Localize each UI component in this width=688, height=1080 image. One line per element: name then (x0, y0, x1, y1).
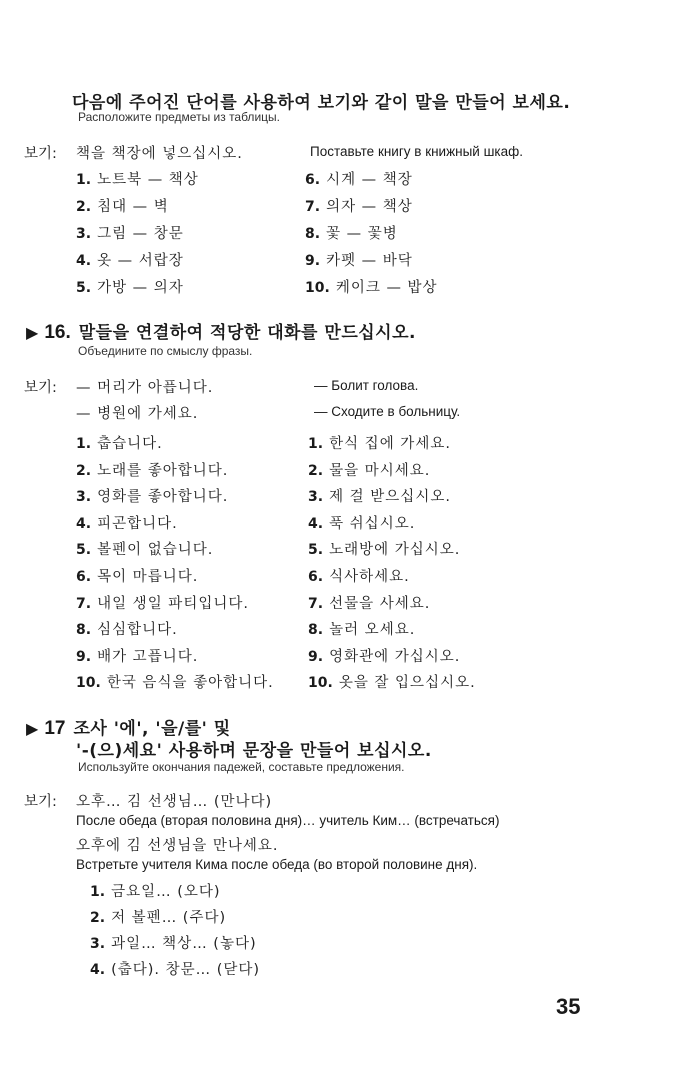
section17-example-russian-2: Встретьте учителя Кима после обеда (во второй половине дня). (76, 857, 478, 872)
list-item: 2. 노래를 좋아합니다. (76, 462, 229, 479)
section16-example-label: 보기: (24, 380, 57, 396)
section16-example-korean-2: — 병원에 가세요. (76, 406, 199, 422)
list-item: 1. 금요일… (오다) (90, 884, 221, 900)
list-item: 4. 피곤합니다. (76, 515, 178, 532)
section17-example-korean-2: 오후에 김 선생님을 만나세요. (76, 838, 279, 854)
list-item: 10. 옷을 잘 입으십시오. (308, 675, 476, 692)
section1-example-korean: 책을 책장에 넣으십시오. (76, 146, 243, 162)
list-item: 3. 제 걸 받으십시오. (308, 489, 451, 506)
section1-subtitle: Расположите предметы из таблицы. (78, 110, 280, 124)
list-item: 1. 한식 집에 가세요. (308, 436, 451, 452)
list-item: 8. 꽃 — 꽃병 (305, 226, 398, 242)
list-item: 5. 볼펜이 없습니다. (76, 542, 214, 559)
section1-title: 다음에 주어진 단어를 사용하여 보기와 같이 말을 만들어 보세요. (72, 93, 571, 113)
section17-example-korean-1: 오후… 김 선생님… (만나다) (76, 794, 273, 810)
section17-example-russian-1: После обеда (вторая половина дня)… учитель Ким… (встречаться) (76, 813, 500, 828)
list-item: 4. 옷 — 서랍장 (76, 253, 184, 269)
section16-example-korean-1: — 머리가 아픕니다. (76, 380, 214, 396)
list-item: 1. 노트북 — 책상 (76, 172, 199, 188)
list-item: 10. 케이크 — 밥상 (305, 280, 438, 296)
list-item: 2. 침대 — 벽 (76, 199, 169, 215)
list-item: 5. 노래방에 가십시오. (308, 542, 461, 559)
section16-example-russian-1: — Болит голова. (314, 378, 419, 393)
list-item: 6. 목이 마릅니다. (76, 568, 199, 585)
section17-subtitle: Используйте окончания падежей, составьте предложения. (78, 760, 405, 774)
list-item: 9. 배가 고픕니다. (76, 648, 199, 665)
section1-left-list (76, 168, 199, 303)
section16-subtitle: Объедините по смыслу фразы. (78, 344, 253, 358)
list-item: 2. 물을 마시세요. (308, 462, 431, 479)
section17-example-label: 보기: (24, 794, 57, 810)
section17-title-line2: '-(으)세요' 사용하며 문장을 만들어 보십시오. (76, 741, 432, 761)
list-item: 7. 의자 — 책상 (305, 199, 413, 215)
list-item: 1. 춥습니다. (76, 436, 163, 452)
section16-header (26, 318, 416, 344)
section1-example-label: 보기: (24, 146, 57, 162)
section16-left-list (76, 432, 274, 698)
list-item: 8. 놀러 오세요. (308, 622, 416, 639)
page-number: 35 (556, 994, 581, 1019)
list-item: 4. (춥다). 창문… (닫다) (90, 962, 261, 978)
section16-example-russian-2: — Сходите в больницу. (314, 404, 461, 419)
list-item: 3. 과일… 책상… (놓다) (90, 936, 257, 952)
list-item: 9. 카펫 — 바닥 (305, 253, 413, 269)
triangle-marker-icon: ▶ (26, 323, 39, 342)
list-item: 10. 한국 음식을 좋아합니다. (76, 675, 274, 692)
list-item: 9. 영화관에 가십시오. (308, 648, 461, 665)
section16-right-list (308, 432, 476, 698)
list-item: 6. 시계 — 책장 (305, 172, 413, 188)
section17-list (90, 880, 260, 984)
list-item: 5. 가방 — 의자 (76, 280, 184, 296)
section16-number: 16. (44, 322, 71, 343)
list-item: 7. 내일 생일 파티입니다. (76, 595, 249, 612)
list-item: 3. 그림 — 창문 (76, 226, 184, 242)
section1-right-list (305, 168, 438, 303)
list-item: 6. 식사하세요. (308, 568, 410, 585)
list-item: 7. 선물을 사세요. (308, 595, 431, 612)
section17-number: 17 (44, 718, 66, 739)
list-item: 2. 저 볼펜… (주다) (90, 910, 227, 926)
list-item: 8. 심심합니다. (76, 622, 178, 639)
list-item: 4. 푹 쉬십시오. (308, 515, 416, 532)
triangle-marker-icon: ▶ (26, 719, 39, 738)
section17-title-line1: 조사 '에', '을/를' 및 (73, 719, 231, 739)
section16-title: 말들을 연결하여 적당한 대화를 만드십시오. (78, 323, 416, 343)
section1-example-russian: Поставьте книгу в книжный шкаф. (310, 144, 523, 159)
list-item: 3. 영화를 좋아합니다. (76, 489, 229, 506)
